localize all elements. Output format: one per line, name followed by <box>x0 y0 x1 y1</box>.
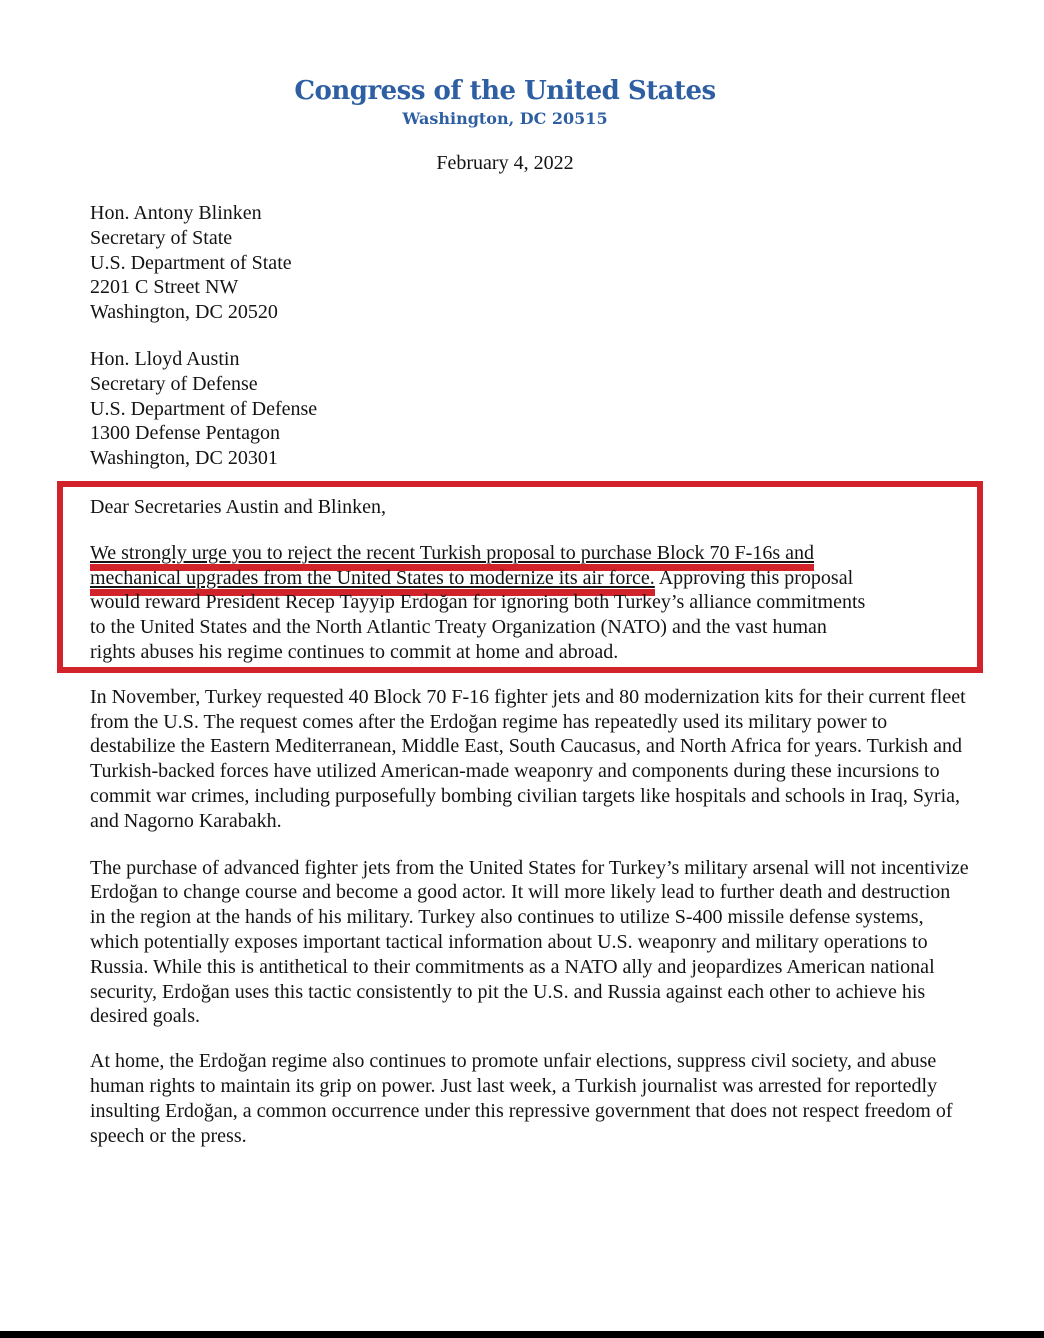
red-annotation-box <box>57 481 983 673</box>
letter-body <box>90 201 970 1148</box>
annotated-line: to the United States and the North Atlantic Treaty Organization (NATO) and the vast human <box>90 616 827 639</box>
address-line: U.S. Department of Defense <box>90 397 318 420</box>
annotated-line: would reward President Recep Tayyip Erdoğan for ignoring both Turkey’s alliance commitments <box>90 591 866 614</box>
recipient-block-austin <box>90 347 970 471</box>
address-line: 1300 Defense Pentagon <box>90 422 280 445</box>
address-line: 2201 C Street NW <box>90 276 239 299</box>
letterhead-title: Congress of the United States <box>294 76 716 106</box>
annotated-line: rights abuses his regime continues to commit at home and abroad. <box>90 640 619 663</box>
address-line: Washington, DC 20520 <box>90 301 278 324</box>
underlined-text: mechanical upgrades from the United States to modernize its air force. <box>90 566 655 589</box>
address-line: Hon. Antony Blinken <box>90 202 262 224</box>
letter-date: February 4, 2022 <box>436 152 574 174</box>
scan-edge-bar <box>0 1331 1044 1338</box>
paragraph-at-home: At home, the Erdoğan regime also continues to promote unfair elections, suppress civil society, and abuse human rights to maintain its grip on power. Just last week, a Turkish journalist was arrested for reportedly insulting Erdoğan, a common occurrence under this repressive government that does not respect freedom of speech or the press. <box>90 1050 953 1147</box>
salutation: Dear Secretaries Austin and Blinken, <box>90 495 387 518</box>
address-line: Washington, DC 20301 <box>90 447 278 470</box>
annotated-line <box>90 541 971 566</box>
paragraph-purchase-consequences: The purchase of advanced fighter jets from the United States for Turkey’s military arsenal will not incentivize Erdoğan to change course and become a good actor. It will more likely lead to further death and destruction in the region at the hands of his military. Turkey also continues to utilize S-400 missile defense systems, which potentially exposes important tactical information about U.S. weaponry and military operations to Russia. While this is antithetical to their commitments as a NATO ally and jeopardizes American national security, Erdoğan uses this tactic consistently to pit the U.S. and Russia against each other to achieve his desired goals. <box>90 856 969 1028</box>
paragraph-november-request: In November, Turkey requested 40 Block 70 F-16 fighter jets and 80 modernization kits for their current fleet from the U.S. The request comes after the Erdoğan regime has repeatedly used its military power to destabilize the Eastern Mediterranean, Middle East, South Caucasus, and North Africa for years. Turkish and Turkish-backed forces have utilized American-made weaponry and components during these incursions to commit war crimes, including purposefully bombing civilian targets like hospitals and schools in Iraq, Syria, and Nagorno Karabakh. <box>90 685 966 832</box>
letterhead <box>0 0 1010 175</box>
plain-text: Approving this proposal <box>654 566 854 589</box>
address-line: Secretary of State <box>90 226 233 249</box>
paragraph-annotated <box>90 541 971 665</box>
annotated-line <box>90 566 971 591</box>
address-line: Hon. Lloyd Austin <box>90 347 240 370</box>
address-line: U.S. Department of State <box>90 251 292 274</box>
underlined-text: We strongly urge you to reject the recent Turkish proposal to purchase Block 70 F-16s and <box>90 541 815 564</box>
address-line: Secretary of Defense <box>90 372 258 395</box>
recipient-block-blinken <box>90 201 970 325</box>
letterhead-address: Washington, DC 20515 <box>402 109 608 128</box>
